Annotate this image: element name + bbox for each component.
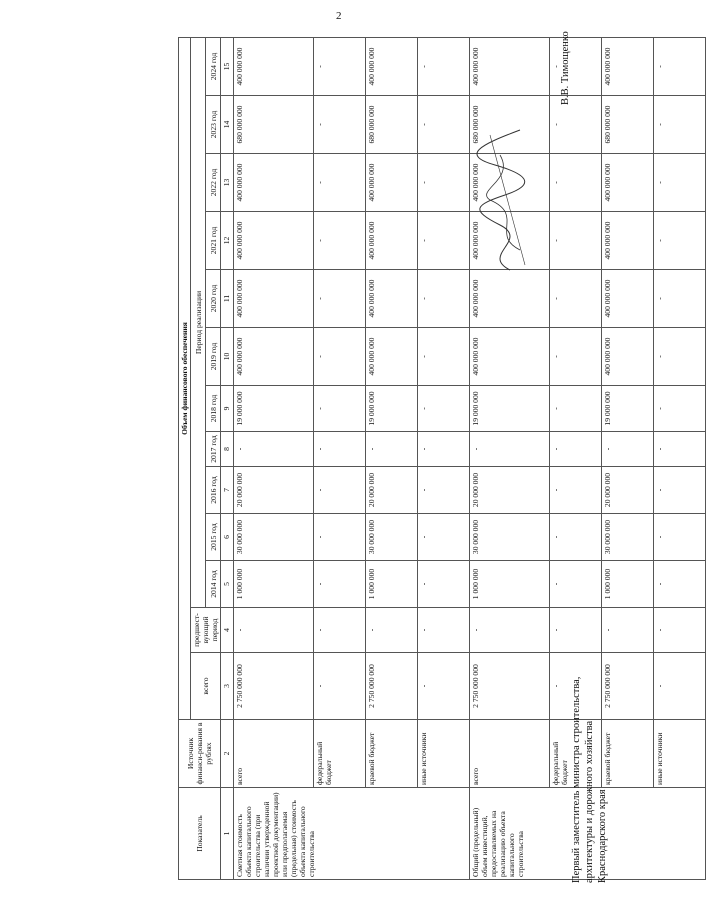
year-value-cell: - [233,432,313,467]
year-value-cell: 400 000 000 [233,38,313,96]
year-value-cell: 19 000 000 [601,386,653,432]
column-number: 8 [221,432,233,467]
year-value-cell: 30 000 000 [233,514,313,561]
year-value-cell: 400 000 000 [469,154,549,212]
total-cell: 2 750 000 000 [469,653,549,720]
year-value-cell: - [549,432,601,467]
year-value-cell: 20 000 000 [469,467,549,514]
year-value-cell: - [417,154,469,212]
table-row [653,38,705,880]
year-value-cell: 400 000 000 [233,154,313,212]
year-header: 2017 год [206,432,221,467]
year-value-cell: - [313,328,365,386]
year-value-cell: 400 000 000 [601,212,653,270]
year-header: 2015 год [206,514,221,561]
source-cell: краевой бюджет [601,720,653,788]
year-value-cell: - [549,38,601,96]
year-value-cell: - [313,96,365,154]
year-value-cell: - [417,432,469,467]
year-value-cell: 400 000 000 [233,212,313,270]
year-value-cell: 20 000 000 [233,467,313,514]
column-number: 11 [221,270,233,328]
year-header: 2019 год [206,328,221,386]
signature-name: В.В. Тимощенко [560,31,571,105]
year-value-cell: 400 000 000 [233,270,313,328]
year-value-cell: - [313,212,365,270]
column-number: 3 [221,653,233,720]
year-value-cell: - [549,154,601,212]
year-value-cell: 19 000 000 [365,386,417,432]
previous-period-cell: - [549,608,601,653]
previous-period-cell: - [601,608,653,653]
year-value-cell: 400 000 000 [365,38,417,96]
table-row [313,38,365,880]
column-number: 1 [221,788,233,880]
year-value-cell: - [653,386,705,432]
source-cell: всего [233,720,313,788]
year-value-cell: 30 000 000 [469,514,549,561]
year-value-cell: - [549,514,601,561]
total-cell: - [313,653,365,720]
year-value-cell: - [653,154,705,212]
column-number: 2 [221,720,233,788]
total-cell: 2 750 000 000 [233,653,313,720]
source-cell: всего [469,720,549,788]
year-value-cell: - [549,467,601,514]
year-value-cell: - [313,38,365,96]
year-value-cell: 400 000 000 [365,328,417,386]
previous-period-cell: - [417,608,469,653]
indicator-cell: Общий (предельный) объем инвестиций, предоставляемых на реализацию объекта капитального строительства [469,788,705,880]
source-cell: иные источники [653,720,705,788]
year-value-cell: 400 000 000 [469,270,549,328]
total-cell: - [549,653,601,720]
column-number: 14 [221,96,233,154]
year-value-cell: - [549,212,601,270]
column-number: 6 [221,514,233,561]
year-value-cell: 19 000 000 [233,386,313,432]
year-value-cell: 680 000 000 [233,96,313,154]
year-value-cell: 30 000 000 [601,514,653,561]
previous-period-cell: - [313,608,365,653]
year-value-cell: 1 000 000 [233,561,313,608]
previous-period-cell: - [469,608,549,653]
header-previous-period: предшест-вующий период [191,608,221,653]
year-header: 2016 год [206,467,221,514]
page-number: 2 [336,10,342,22]
year-value-cell: 19 000 000 [469,386,549,432]
year-value-cell: 400 000 000 [601,38,653,96]
year-header: 2014 год [206,561,221,608]
year-value-cell: - [313,561,365,608]
total-cell: 2 750 000 000 [365,653,417,720]
year-value-cell: 400 000 000 [365,270,417,328]
total-cell: 2 750 000 000 [601,653,653,720]
year-value-cell: 20 000 000 [601,467,653,514]
signature-title [570,677,609,883]
total-cell: - [653,653,705,720]
year-value-cell: - [549,96,601,154]
year-value-cell: 1 000 000 [365,561,417,608]
column-number: 15 [221,38,233,96]
year-value-cell: 400 000 000 [601,328,653,386]
year-value-cell: 400 000 000 [601,154,653,212]
year-value-cell: - [549,561,601,608]
column-number: 13 [221,154,233,212]
year-value-cell: - [549,270,601,328]
header-realization-period: Период реализации [191,38,206,608]
year-value-cell: - [653,561,705,608]
table-row [233,38,313,880]
source-cell: иные источники [417,720,469,788]
year-value-cell: - [653,212,705,270]
year-value-cell: 1 000 000 [601,561,653,608]
year-header: 2021 год [206,212,221,270]
year-value-cell: 680 000 000 [601,96,653,154]
header-total: всего [191,653,221,720]
year-value-cell: - [601,432,653,467]
year-value-cell: 400 000 000 [365,154,417,212]
year-value-cell: - [653,38,705,96]
year-value-cell: - [417,96,469,154]
year-value-cell: - [417,38,469,96]
source-cell: краевой бюджет [365,720,417,788]
year-value-cell: - [653,514,705,561]
header-indicator: Показатель [179,788,221,880]
column-number: 5 [221,561,233,608]
total-cell: - [417,653,469,720]
signature-title-line: Краснодарского края [597,789,609,883]
year-value-cell: 30 000 000 [365,514,417,561]
column-number: 12 [221,212,233,270]
year-value-cell: - [417,467,469,514]
year-value-cell: - [417,328,469,386]
year-header: 2022 год [206,154,221,212]
year-value-cell: - [313,270,365,328]
year-value-cell: - [313,467,365,514]
column-number: 7 [221,467,233,514]
year-value-cell: - [549,328,601,386]
year-value-cell: 400 000 000 [365,212,417,270]
column-number: 10 [221,328,233,386]
year-value-cell: - [653,328,705,386]
year-value-cell: - [653,270,705,328]
year-value-cell: - [549,386,601,432]
year-value-cell: - [417,561,469,608]
year-header: 2018 год [206,386,221,432]
year-header: 2023 год [206,96,221,154]
previous-period-cell: - [233,608,313,653]
year-value-cell: - [469,432,549,467]
year-value-cell: 680 000 000 [365,96,417,154]
year-value-cell: 400 000 000 [601,270,653,328]
year-value-cell: - [417,212,469,270]
year-value-cell: - [417,270,469,328]
year-value-cell: - [365,432,417,467]
source-cell: федеральный бюджет [313,720,365,788]
financing-table [178,37,706,880]
year-header: 2020 год [206,270,221,328]
year-value-cell: 400 000 000 [469,38,549,96]
signature-title-line: Первый заместитель министра строительства, [571,676,582,883]
year-value-cell: - [653,467,705,514]
year-value-cell: - [653,432,705,467]
year-value-cell: 20 000 000 [365,467,417,514]
header-volume: Объем финансового обеспечения [179,38,191,720]
year-value-cell: 400 000 000 [469,328,549,386]
table-row [365,38,417,880]
year-value-cell: - [313,154,365,212]
year-value-cell: - [417,514,469,561]
source-cell: федеральный бюджет [549,720,601,788]
column-number: 4 [221,608,233,653]
year-header: 2024 год [206,38,221,96]
year-value-cell: - [313,386,365,432]
previous-period-cell: - [365,608,417,653]
header-source: Источник финанси-рования в рублях [179,720,221,788]
year-value-cell: - [417,386,469,432]
signature-title-line: архитектуры и дорожного хозяйства [584,720,596,883]
year-value-cell: - [653,96,705,154]
year-value-cell: - [313,514,365,561]
previous-period-cell: - [653,608,705,653]
year-value-cell: 680 000 000 [469,96,549,154]
table-row [417,38,469,880]
indicator-cell: Сметная стоимость объекта капитального строительства (при наличии утвержденной проектной документации) или предполагаемая (предельная) стоимость объекта капитального строительства [233,788,469,880]
year-value-cell: 1 000 000 [469,561,549,608]
year-value-cell: 400 000 000 [233,328,313,386]
column-number: 9 [221,386,233,432]
year-value-cell: - [313,432,365,467]
handwritten-signature [470,125,540,275]
year-value-cell: 400 000 000 [469,212,549,270]
